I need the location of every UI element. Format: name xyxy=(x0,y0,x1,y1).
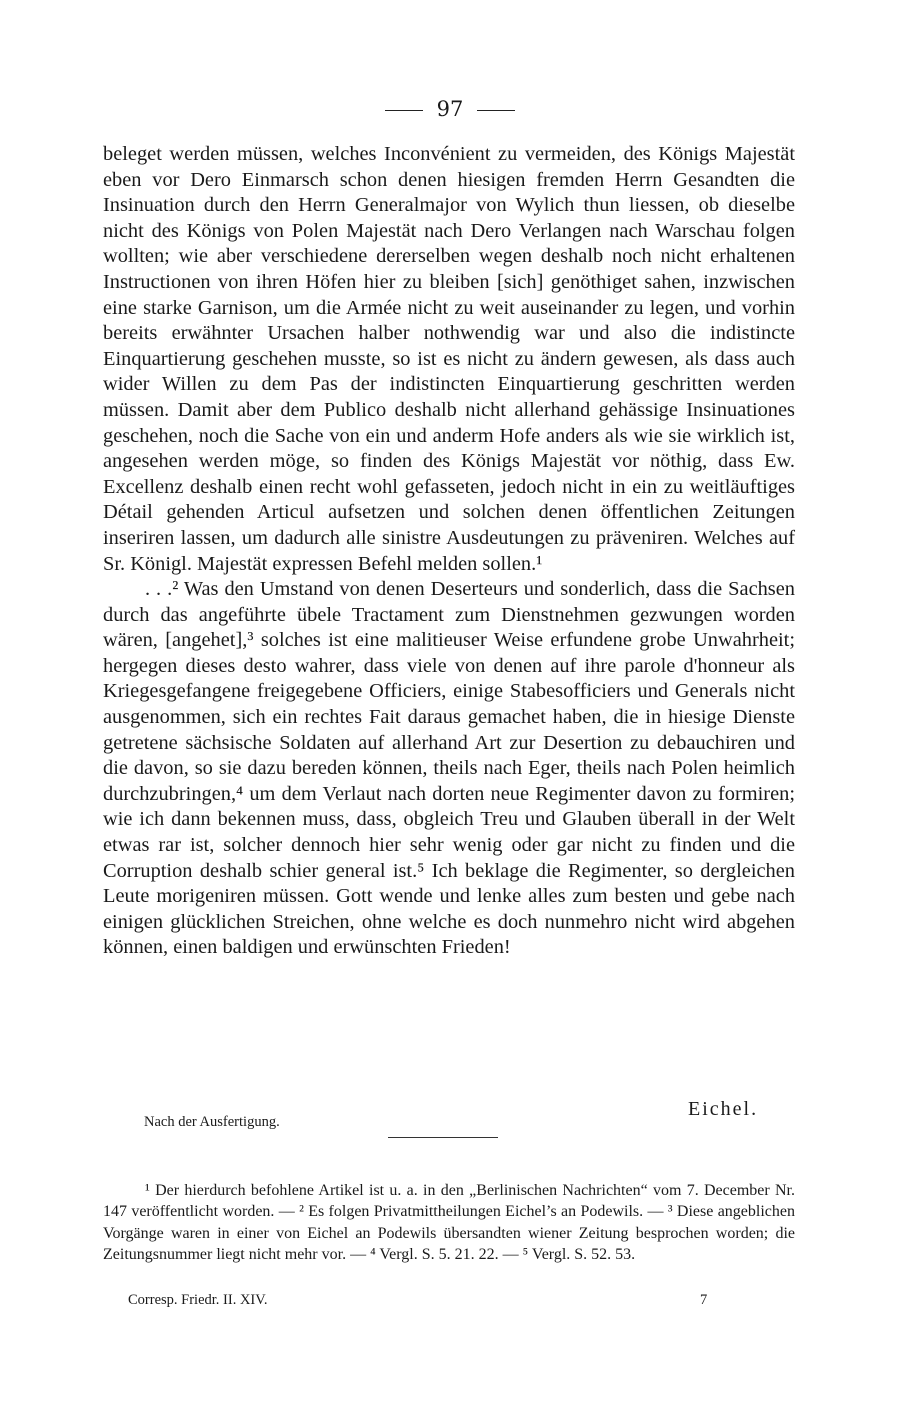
paragraph-2: . . .² Was den Umstand von denen Deserteurs und sonderlich, dass die Sachsen durch das angeführte übele Tractament zum Dienstnehmen gezwungen worden wären, [angehet],³ solches ist eine malitieuser Weise erfundene grobe Unwahrheit; hergegen dieses desto wahrer, dass viele von denen auf ihre parole d'honneur als Kriegesgefangene freigegebene Officiers, einige Stabesofficiers und Generals nicht ausgenommen, sich ein rechtes Fait daraus gemachet haben, die in hiesige Dienste getretene sächsische Soldaten auf allerhand Art zur Desertion zu debauchiren und die davon, so sie dazu bereden können, theils nach Eger, theils nach Polen heimlich durchzubringen,⁴ um dem Verlaut nach dorten neue Regimenter davon zu formiren; wie ich dann bekennen muss, dass, obgleich Treu und Glauben überall in der Welt etwas rar ist, solcher dennoch hier sehr wenig oder gar nicht zu finden und die Corruption deshalb schier general ist.⁵ Ich beklage die Regimenter, so dergleichen Leute morigeniren müssen. Gott wende und lenke alles zum besten und gebe nach einigen glücklichen Streichen, ohne welche es doch nunmehro nicht wird abgehen können, einen baldigen und erwünschten Frieden! xyxy=(103,578,795,959)
paragraph-1: beleget werden müssen, welches Inconvénient zu vermeiden, des Königs Majestät eben vor Dero Einmarsch schon denen hiesigen fremden Herrn Gesandten die Insinuation durch den Herrn Generalmajor von Wylich thun liessen, ob dieselbe nicht des Königs von Polen Majestät nach Dero Verlangen nach Warschau folgen wollten; wie aber verschiedene dererselben wegen deshalb noch nicht erhaltenen Instructionen von ihren Höfen hier zu bleiben [sich] genöthiget sahen, inzwischen eine starke Garnison, um die Armée nicht zu weit auseinander zu legen, und vorhin bereits erwähnter Ursachen halber nothwendig war und also die indistincte Einquartierung geschehen musste, so ist es nicht zu ändern gewesen, als dass auch wider Willen zu dem Pas der indistincten Einquartierung geschritten werden müssen. Damit aber dem Publico deshalb nicht allerhand gehässige Insinuationes geschehen, noch die Sache von ein und anderm Hofe anders als wie sie wirklich ist, angesehen werden möge, so finden des Königs Majestät vor nöthig, dass Ew. Excellenz deshalb einen recht wohl gefasseten, jedoch nicht in ein zu weitläuftiges Détail gehenden Articul aufsetzen und solchen denen öffentlichen Zeitungen inseriren lassen, um dadurch alle sinistre Ausdeutungen zu präveniren. Welches auf Sr. Königl. Majestät expressen Befehl melden sollen.¹ xyxy=(103,143,795,575)
page-header xyxy=(0,97,900,121)
signature: Eichel. xyxy=(688,1098,759,1120)
footnotes xyxy=(103,1180,795,1266)
footer-series-title: Corresp. Friedr. II. XIV. xyxy=(128,1292,268,1308)
footnote-text: ¹ Der hierdurch befohlene Artikel ist u. a. in den „Berlinischen Nachrichten“ vom 7. December Nr. 147 veröffentlicht worden. — ² Es folgen Privatmittheilungen Eichel’s an Podewils. — ³ Diese angeblichen Vorgänge waren in einer von Eichel an Podewils übersandten wiener Zeitung besprochen worden; die Zeitungsnummer liegt nicht mehr vor. — ⁴ Vergl. S. 5. 21. 22. — ⁵ Vergl. S. 52. 53. xyxy=(103,1182,795,1264)
page-number: 97 xyxy=(436,97,464,121)
header-dash-right xyxy=(477,110,515,111)
main-text xyxy=(103,142,795,961)
footnote-separator xyxy=(388,1137,498,1138)
source-note: Nach der Ausfertigung. xyxy=(144,1114,280,1130)
header-dash-left xyxy=(385,110,423,111)
footer-signature-mark: 7 xyxy=(700,1292,708,1308)
